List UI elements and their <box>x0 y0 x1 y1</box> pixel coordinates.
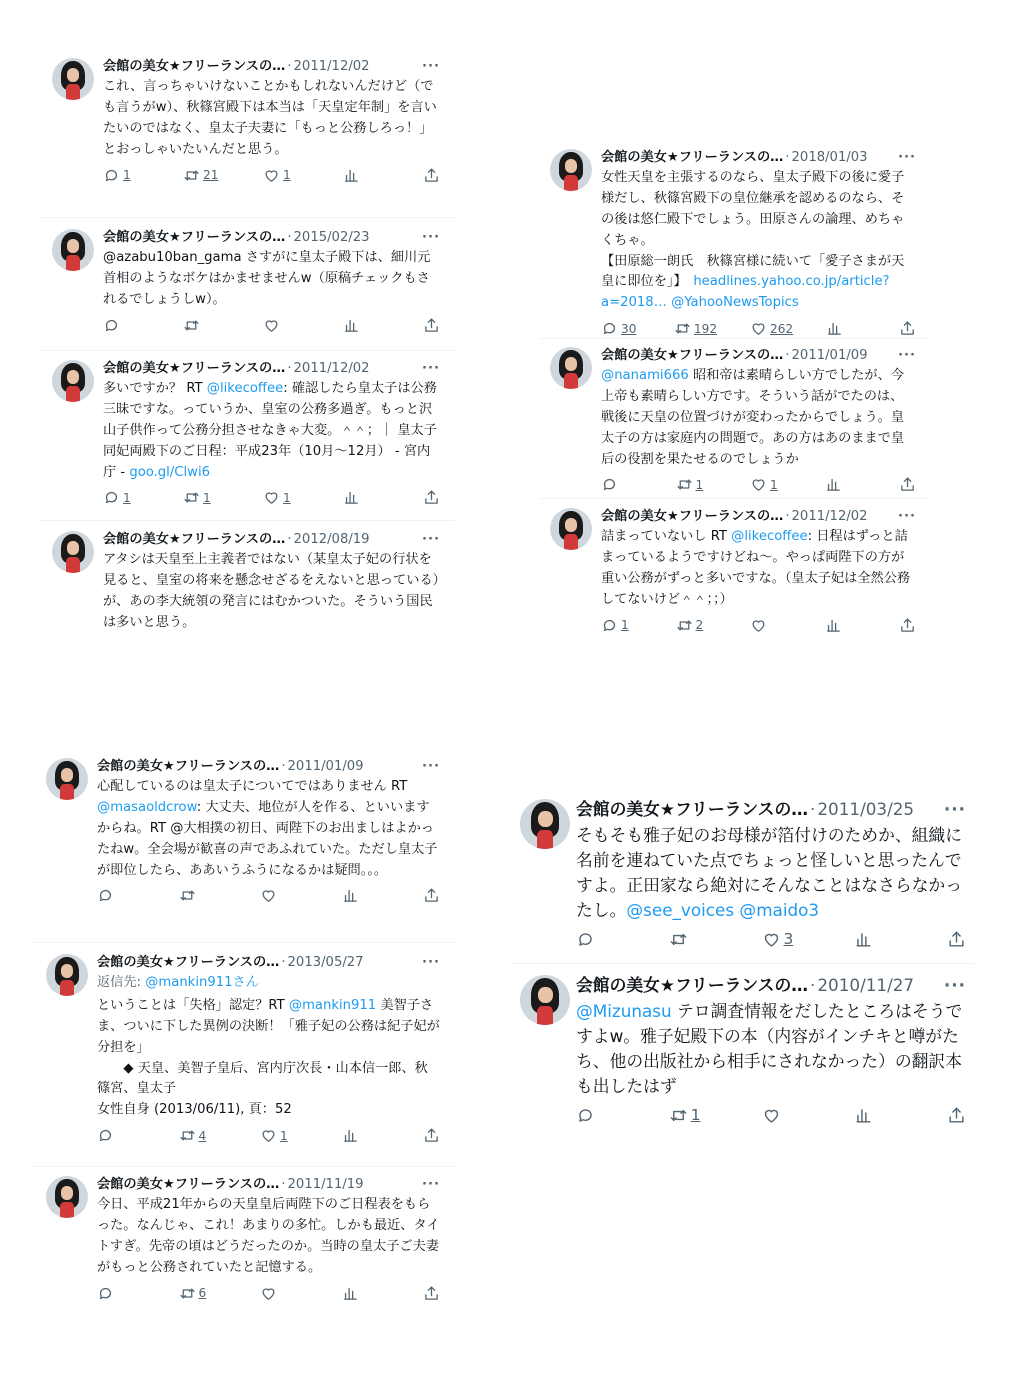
reply-button[interactable] <box>601 617 641 634</box>
reply-icon <box>97 1127 114 1144</box>
separator-dot: · <box>281 759 286 774</box>
retweet-button[interactable] <box>676 617 716 634</box>
reply-icon <box>576 1106 595 1125</box>
tweet-header <box>103 58 440 75</box>
tweet-text-segment: : 大丈夫、地位が人を作る、といいますからね。RT @大相撲の初日、両陛下のお出ましはよかったねw。全会場が歓喜の声であふれていた。ただし皇太子が即位したら、ああいうふうになるかは疑問。。。 <box>97 800 438 878</box>
retweet-count: 2 <box>695 618 704 633</box>
replie-count: 1 <box>123 490 131 505</box>
tweet-date[interactable]: 2011/11/19 <box>287 1177 364 1192</box>
avatar[interactable] <box>52 360 94 402</box>
tweet-body <box>601 149 916 337</box>
avatar[interactable] <box>46 1176 88 1218</box>
avatar-face <box>565 518 578 531</box>
replie-count: 1 <box>621 618 629 633</box>
tweet-body <box>97 954 440 1144</box>
tweet-date[interactable]: 2012/08/19 <box>293 532 370 547</box>
tweet-date[interactable]: 2018/01/03 <box>791 150 868 165</box>
tweet-link[interactable]: @see_voices <box>626 900 735 921</box>
tweet-text-segment: 詰まっていないし RT <box>601 529 732 545</box>
tweet-text <box>97 996 440 1121</box>
tweet-text-segment: 今日、平成21年からの天皇皇后両陛下のご日程表をもらった。なんじゃ、これ！あまりの多忙。しかも最近、タイトすぎ。先帝の頃はどうだったのか。当時の皇太子ご夫妻がもっと公務されていたと記憶する。 <box>97 1197 440 1275</box>
tweet-header <box>103 360 440 377</box>
tweet-actions <box>103 167 440 184</box>
share-icon <box>899 476 916 493</box>
share-button[interactable] <box>423 1285 440 1302</box>
avatar-face <box>565 357 578 370</box>
analytics-button[interactable] <box>342 1285 382 1302</box>
tweet-header <box>103 531 440 548</box>
avatar-dress <box>60 1202 73 1218</box>
avatar-dress <box>66 386 79 402</box>
tweet-body <box>576 799 966 949</box>
tweet-date[interactable]: 2015/02/23 <box>293 230 370 245</box>
replie-count: 30 <box>621 321 637 336</box>
avatar-dress <box>66 557 79 573</box>
more-options-icon[interactable]: ··· <box>897 150 916 165</box>
more-options-icon[interactable]: ··· <box>421 1177 440 1192</box>
tweet-body <box>97 758 440 904</box>
reply-button[interactable] <box>97 1127 137 1144</box>
reply-button[interactable] <box>103 167 143 184</box>
like-button[interactable] <box>263 489 303 506</box>
reply-icon <box>601 617 618 634</box>
retweet-icon <box>179 887 196 904</box>
like-icon <box>260 887 277 904</box>
author-name[interactable]: 会館の美女★フリーランスの… <box>103 361 286 376</box>
reply-to-label: 返信先: <box>97 975 146 991</box>
analytics-icon <box>343 489 360 506</box>
tweet-actions <box>601 476 916 493</box>
like-icon <box>750 476 767 493</box>
tweet-text <box>103 550 440 633</box>
avatar[interactable] <box>52 531 94 573</box>
like-count: 1 <box>283 490 291 505</box>
analytics-button[interactable] <box>343 317 383 334</box>
reply-button[interactable] <box>601 320 641 337</box>
analytics-icon <box>342 1127 359 1144</box>
analytics-button[interactable] <box>342 1127 382 1144</box>
analytics-button[interactable] <box>825 476 865 493</box>
author-name[interactable]: 会館の美女★フリーランスの… <box>103 230 286 245</box>
analytics-icon <box>342 1285 359 1302</box>
like-icon <box>263 317 280 334</box>
retweet-icon <box>179 1285 196 1302</box>
reply-to-handle[interactable]: @mankin911 <box>145 975 233 991</box>
tweet-actions <box>576 930 966 949</box>
avatar[interactable] <box>46 758 88 800</box>
avatar[interactable] <box>52 58 94 100</box>
tweet-link[interactable]: @nanami666 <box>601 368 689 384</box>
like-icon <box>762 930 781 949</box>
avatar-dress <box>564 373 577 389</box>
reply-button[interactable] <box>576 1106 616 1125</box>
tweet-link[interactable]: @mankin911 <box>288 998 377 1014</box>
avatar-face <box>67 370 80 383</box>
tweet-text <box>103 77 440 160</box>
tweet-actions <box>601 320 916 337</box>
retweet-icon <box>676 476 693 493</box>
tweet-actions <box>601 617 916 634</box>
tweet-text-segment: 昭和帝は素晴らしい方でしたが、今上帝も素晴らしい方です。そういう話がでたのは、戦後に天皇の位置づけが変わったからでしょう。皇太子の方は家庭内の問題で。あの方はあのままで皇后の役割を果たせるのでしょうか <box>601 368 905 467</box>
avatar-dress <box>564 534 577 550</box>
like-button[interactable] <box>263 317 303 334</box>
like-icon <box>260 1285 277 1302</box>
tweet-actions <box>97 1127 440 1144</box>
separator-dot: · <box>287 230 292 245</box>
separator-dot: · <box>281 1177 286 1192</box>
more-options-icon[interactable]: ··· <box>421 955 440 970</box>
analytics-icon <box>343 317 360 334</box>
more-options-icon[interactable]: ··· <box>943 799 966 819</box>
tweet-header <box>576 975 966 997</box>
analytics-icon <box>854 1106 873 1125</box>
reply-to-suffix: さん <box>232 975 259 991</box>
reply-icon <box>103 317 120 334</box>
retweet-button[interactable] <box>183 167 223 184</box>
tweet-text <box>97 777 440 881</box>
avatar[interactable] <box>520 799 570 849</box>
like-button[interactable] <box>750 320 793 337</box>
tweet-date[interactable]: 2011/03/25 <box>817 799 915 819</box>
tweet-header <box>601 508 916 525</box>
analytics-button[interactable] <box>854 1106 894 1125</box>
analytics-icon <box>825 476 842 493</box>
author-name[interactable]: 会館の美女★フリーランスの… <box>576 799 809 819</box>
share-icon <box>423 489 440 506</box>
tweet-text <box>97 1195 440 1278</box>
separator-dot: · <box>785 348 790 363</box>
retweet-count: 1 <box>695 477 704 492</box>
tweet-date[interactable]: 2011/12/02 <box>293 361 370 376</box>
avatar-dress <box>60 784 73 800</box>
retweet-count: 21 <box>203 168 219 183</box>
reply-icon <box>576 930 595 949</box>
like-button[interactable] <box>762 1106 802 1125</box>
like-icon <box>260 1127 277 1144</box>
tweet-body <box>103 531 440 634</box>
separator-dot: · <box>287 532 292 547</box>
tweet-date[interactable]: 2011/12/02 <box>293 59 370 74</box>
analytics-button[interactable] <box>343 489 383 506</box>
tweet-date[interactable]: 2011/01/09 <box>287 759 364 774</box>
reply-icon <box>601 476 618 493</box>
avatar-dress <box>537 830 553 849</box>
share-icon <box>947 930 966 949</box>
reply-icon <box>97 1285 114 1302</box>
tweet-header <box>601 149 916 166</box>
tweet-text <box>601 366 916 470</box>
reply-button[interactable] <box>97 887 137 904</box>
tweet-body <box>601 508 916 634</box>
tweet-link[interactable]: @maido3 <box>739 900 820 921</box>
retweet-button[interactable] <box>669 930 709 949</box>
share-icon <box>947 1106 966 1125</box>
like-button[interactable] <box>750 617 790 634</box>
tweet-actions <box>576 1106 966 1125</box>
tweet-actions <box>103 489 440 506</box>
tweet-body <box>103 229 440 334</box>
divider <box>40 217 455 218</box>
tweet-date[interactable]: 2010/11/27 <box>817 975 915 995</box>
author-name[interactable]: 会館の美女★フリーランスの… <box>97 759 280 774</box>
tweet-actions <box>97 1285 440 1302</box>
more-options-icon[interactable]: ··· <box>421 759 440 774</box>
tweet-text-segment: : 日程はずっと詰まっているようですけどね〜。やっぱ両陛下の方が重い公務がずっと多いですな。（皇太子妃は全然公務してないけど＾＾；；） <box>601 529 911 607</box>
share-button[interactable] <box>899 617 916 634</box>
separator-dot: · <box>810 799 816 819</box>
retweet-button[interactable] <box>183 489 223 506</box>
reply-icon <box>97 887 114 904</box>
retweet-button[interactable] <box>674 320 717 337</box>
tweet-link[interactable]: @YahooNewsTopics <box>671 295 799 311</box>
analytics-icon <box>854 930 873 949</box>
avatar[interactable] <box>550 347 592 389</box>
tweet-actions <box>103 317 440 334</box>
share-button[interactable] <box>947 1106 966 1125</box>
tweet-body <box>601 347 916 493</box>
tweet-text-segment: これ、言っちゃいけないことかもしれないんだけど（でも言うがw）、秋篠宮殿下は本当は「天皇定年制」を言いたいのではなく、皇太子夫妻に「もっと公務しろっ！」とおっしゃいたいんだと思う。 <box>103 79 437 157</box>
like-button[interactable] <box>260 1127 300 1144</box>
divider <box>540 498 930 499</box>
tweet-body <box>103 360 440 506</box>
author-name[interactable]: 会館の美女★フリーランスの… <box>601 348 784 363</box>
avatar-dress <box>537 1006 553 1025</box>
separator-dot: · <box>785 509 790 524</box>
tweet-text-segment: 多いですか？ RT <box>103 381 207 397</box>
share-icon <box>423 887 440 904</box>
tweet-header <box>97 1176 440 1193</box>
more-options-icon[interactable]: ··· <box>421 230 440 245</box>
divider <box>40 350 455 351</box>
retweet-count: 1 <box>203 490 211 505</box>
retweet-icon <box>183 489 200 506</box>
like-count: 3 <box>783 930 794 949</box>
retweet-icon <box>669 1106 688 1125</box>
separator-dot: · <box>785 150 790 165</box>
author-name[interactable]: 会館の美女★フリーランスの… <box>103 532 286 547</box>
reply-icon <box>601 320 618 337</box>
retweet-button[interactable] <box>676 476 716 493</box>
tweet-text-segment: ということは「失格」認定？RT <box>97 998 289 1014</box>
avatar-dress <box>66 84 79 100</box>
tweet-text-segment: : 確認したら皇太子は公務三昧ですな。っていうか、皇室の公務多過ぎ。もっと沢山子供作って公務分担させなきゃ大変。＾＾；｜ 皇太子同妃両殿下のご日程：平成23年（10月〜12月） - 宮内庁 - <box>103 381 437 480</box>
avatar-face <box>67 541 80 554</box>
retweet-count: 4 <box>198 1128 207 1143</box>
tweet-header <box>576 799 966 821</box>
avatar[interactable] <box>550 508 592 550</box>
retweet-count: 1 <box>690 1106 701 1125</box>
retweet-count: 6 <box>198 1286 207 1301</box>
avatar-face <box>61 1186 74 1199</box>
like-count: 1 <box>283 168 291 183</box>
tweet-link[interactable]: @Mizunasu <box>576 1000 672 1021</box>
analytics-button[interactable] <box>826 320 866 337</box>
divider <box>512 963 974 964</box>
divider <box>540 338 930 339</box>
analytics-icon <box>826 320 843 337</box>
like-count: 262 <box>770 321 794 336</box>
more-options-icon[interactable]: ··· <box>897 348 916 363</box>
share-button[interactable] <box>899 320 916 337</box>
tweet-text <box>103 248 440 311</box>
reply-to-line <box>97 973 440 994</box>
avatar-face <box>565 159 578 172</box>
author-name[interactable]: 会館の美女★フリーランスの… <box>576 975 809 995</box>
analytics-button[interactable] <box>854 930 894 949</box>
retweet-button[interactable] <box>179 1127 219 1144</box>
retweet-button[interactable] <box>179 1285 219 1302</box>
retweet-button[interactable] <box>179 887 219 904</box>
retweet-button[interactable] <box>183 317 223 334</box>
more-options-icon[interactable]: ··· <box>421 361 440 376</box>
divider <box>34 942 454 943</box>
like-icon <box>263 489 280 506</box>
like-button[interactable] <box>260 887 300 904</box>
tweet-text <box>576 823 966 924</box>
tweet-link[interactable]: goo.gl/Clwi6 <box>129 464 211 480</box>
share-button[interactable] <box>899 476 916 493</box>
analytics-icon <box>343 167 360 184</box>
share-button[interactable] <box>423 167 440 184</box>
retweet-icon <box>676 617 693 634</box>
tweet-text-segment: そもそも雅子妃のお母様が箔付けのためか、組織に名前を連ねていた点でちょっと怪しいと思ったんですよ。正田家なら絶対にそんなことはなさらなかったし。 <box>576 824 962 921</box>
separator-dot: · <box>281 955 286 970</box>
tweet-link[interactable]: headlines.yahoo.co.jp/article?a=2018… <box>601 274 890 311</box>
avatar-face <box>538 987 553 1003</box>
tweet-text <box>601 527 916 610</box>
share-button[interactable] <box>423 317 440 334</box>
avatar[interactable] <box>520 975 570 1025</box>
like-button[interactable] <box>263 167 303 184</box>
more-options-icon[interactable]: ··· <box>897 509 916 524</box>
tweet-text-segment: アタシは天皇至上主義者ではない（某皇太子妃の行状を見ると、皇室の将来を懸念せざるをえないと思っている）が、あの李大統領の発言にはむかついた。そういう国民は多いと思う。 <box>103 552 440 630</box>
retweet-icon <box>183 167 200 184</box>
reply-button[interactable] <box>576 930 616 949</box>
divider <box>40 520 455 521</box>
like-button[interactable] <box>762 930 802 949</box>
tweet-body <box>97 1176 440 1302</box>
share-button[interactable] <box>423 1127 440 1144</box>
reply-button[interactable] <box>97 1285 137 1302</box>
tweet-text-segment: @azabu10ban_gama さすがに皇太子殿下は、細川元首相のようなボケはかませませんw（原稿チェックもされるでしょうしw）。 <box>103 250 431 307</box>
tweet-text <box>103 379 440 483</box>
tweet-header <box>97 758 440 775</box>
author-name[interactable]: 会館の美女★フリーランスの… <box>601 150 784 165</box>
tweet-link[interactable]: @likecoffee <box>206 381 284 397</box>
retweet-icon <box>669 930 688 949</box>
like-icon <box>750 617 767 634</box>
separator-dot: · <box>810 975 816 995</box>
share-icon <box>423 317 440 334</box>
tweet-text <box>576 999 966 1100</box>
share-icon <box>423 1127 440 1144</box>
avatar-face <box>67 239 80 252</box>
like-icon <box>762 1106 781 1125</box>
analytics-icon <box>825 617 842 634</box>
like-count: 1 <box>280 1128 288 1143</box>
retweet-button[interactable] <box>669 1106 709 1125</box>
share-button[interactable] <box>423 489 440 506</box>
more-options-icon[interactable]: ··· <box>421 532 440 547</box>
share-button[interactable] <box>423 887 440 904</box>
tweet-text-segment: 女性天皇を主張するのなら、皇太子殿下の後に愛子様だし、秋篠宮殿下の皇位継承を認めるのなら、その後は悠仁殿下でしょう。田原さんの論理、めちゃくちゃ。 【田原総一朗氏 秋篠宮様に続いて「愛子さまが天皇に即位を」】 <box>601 170 905 290</box>
reply-button[interactable] <box>601 476 641 493</box>
tweet-date[interactable]: 2013/05/27 <box>287 955 364 970</box>
tweet-date[interactable]: 2011/01/09 <box>791 348 868 363</box>
reply-icon <box>103 489 120 506</box>
share-icon <box>423 1285 440 1302</box>
like-icon <box>750 320 767 337</box>
retweet-icon <box>179 1127 196 1144</box>
tweet-header <box>601 347 916 364</box>
tweet-text-segment: テロ調査情報をだしたところはそうですよw。雅子妃殿下の本（内容がインチキと噂がたち、他の出版社から相手にされなかった）の翻訳本も出したはず <box>576 1000 963 1097</box>
like-button[interactable] <box>260 1285 300 1302</box>
avatar-dress <box>66 255 79 271</box>
author-name[interactable]: 会館の美女★フリーランスの… <box>97 1177 280 1192</box>
analytics-icon <box>342 887 359 904</box>
tweet-actions <box>97 887 440 904</box>
retweet-icon <box>183 317 200 334</box>
avatar-face <box>67 68 80 81</box>
tweet-link[interactable]: @masaoldcrow <box>97 800 197 816</box>
analytics-button[interactable] <box>343 167 383 184</box>
avatar[interactable] <box>550 149 592 191</box>
tweet-text <box>601 168 916 314</box>
avatar[interactable] <box>46 954 88 996</box>
avatar[interactable] <box>52 229 94 271</box>
share-button[interactable] <box>947 930 966 949</box>
share-icon <box>423 167 440 184</box>
like-button[interactable] <box>750 476 790 493</box>
more-options-icon[interactable]: ··· <box>943 975 966 995</box>
like-icon <box>263 167 280 184</box>
author-name[interactable]: 会館の美女★フリーランスの… <box>97 955 280 970</box>
replie-count: 1 <box>123 168 131 183</box>
reply-icon <box>103 167 120 184</box>
avatar-dress <box>60 980 73 996</box>
tweet-body <box>576 975 966 1125</box>
analytics-button[interactable] <box>342 887 382 904</box>
separator-dot: · <box>287 59 292 74</box>
avatar-face <box>538 811 553 827</box>
reply-button[interactable] <box>103 489 143 506</box>
author-name[interactable]: 会館の美女★フリーランスの… <box>601 509 784 524</box>
like-count: 1 <box>770 477 778 492</box>
more-options-icon[interactable]: ··· <box>421 59 440 74</box>
separator-dot: · <box>287 361 292 376</box>
tweet-text-segment: 美智子さま、ついに下した異例の決断！「雅子妃の公務は紀子妃が分担を」 ◆ 天皇、美智子皇后、宮内庁次長・山本信一郎、秋篠宮、皇太子 女性自身 (2013/06/11), 頁：52 <box>97 998 440 1118</box>
analytics-button[interactable] <box>825 617 865 634</box>
tweet-text-segment: 心配しているのは皇太子についてではありません RT <box>97 779 408 795</box>
tweet-link[interactable]: @likecoffee <box>731 529 808 545</box>
avatar-face <box>61 768 74 781</box>
tweet-body <box>103 58 440 184</box>
avatar-face <box>61 964 74 977</box>
tweet-header <box>103 229 440 246</box>
share-icon <box>899 320 916 337</box>
tweet-header <box>97 954 440 971</box>
share-icon <box>899 617 916 634</box>
tweet-date[interactable]: 2011/12/02 <box>791 509 868 524</box>
retweet-icon <box>674 320 691 337</box>
retweet-count: 192 <box>693 321 718 336</box>
avatar-dress <box>564 175 577 191</box>
reply-button[interactable] <box>103 317 143 334</box>
divider <box>34 1166 454 1167</box>
author-name[interactable]: 会館の美女★フリーランスの… <box>103 59 286 74</box>
